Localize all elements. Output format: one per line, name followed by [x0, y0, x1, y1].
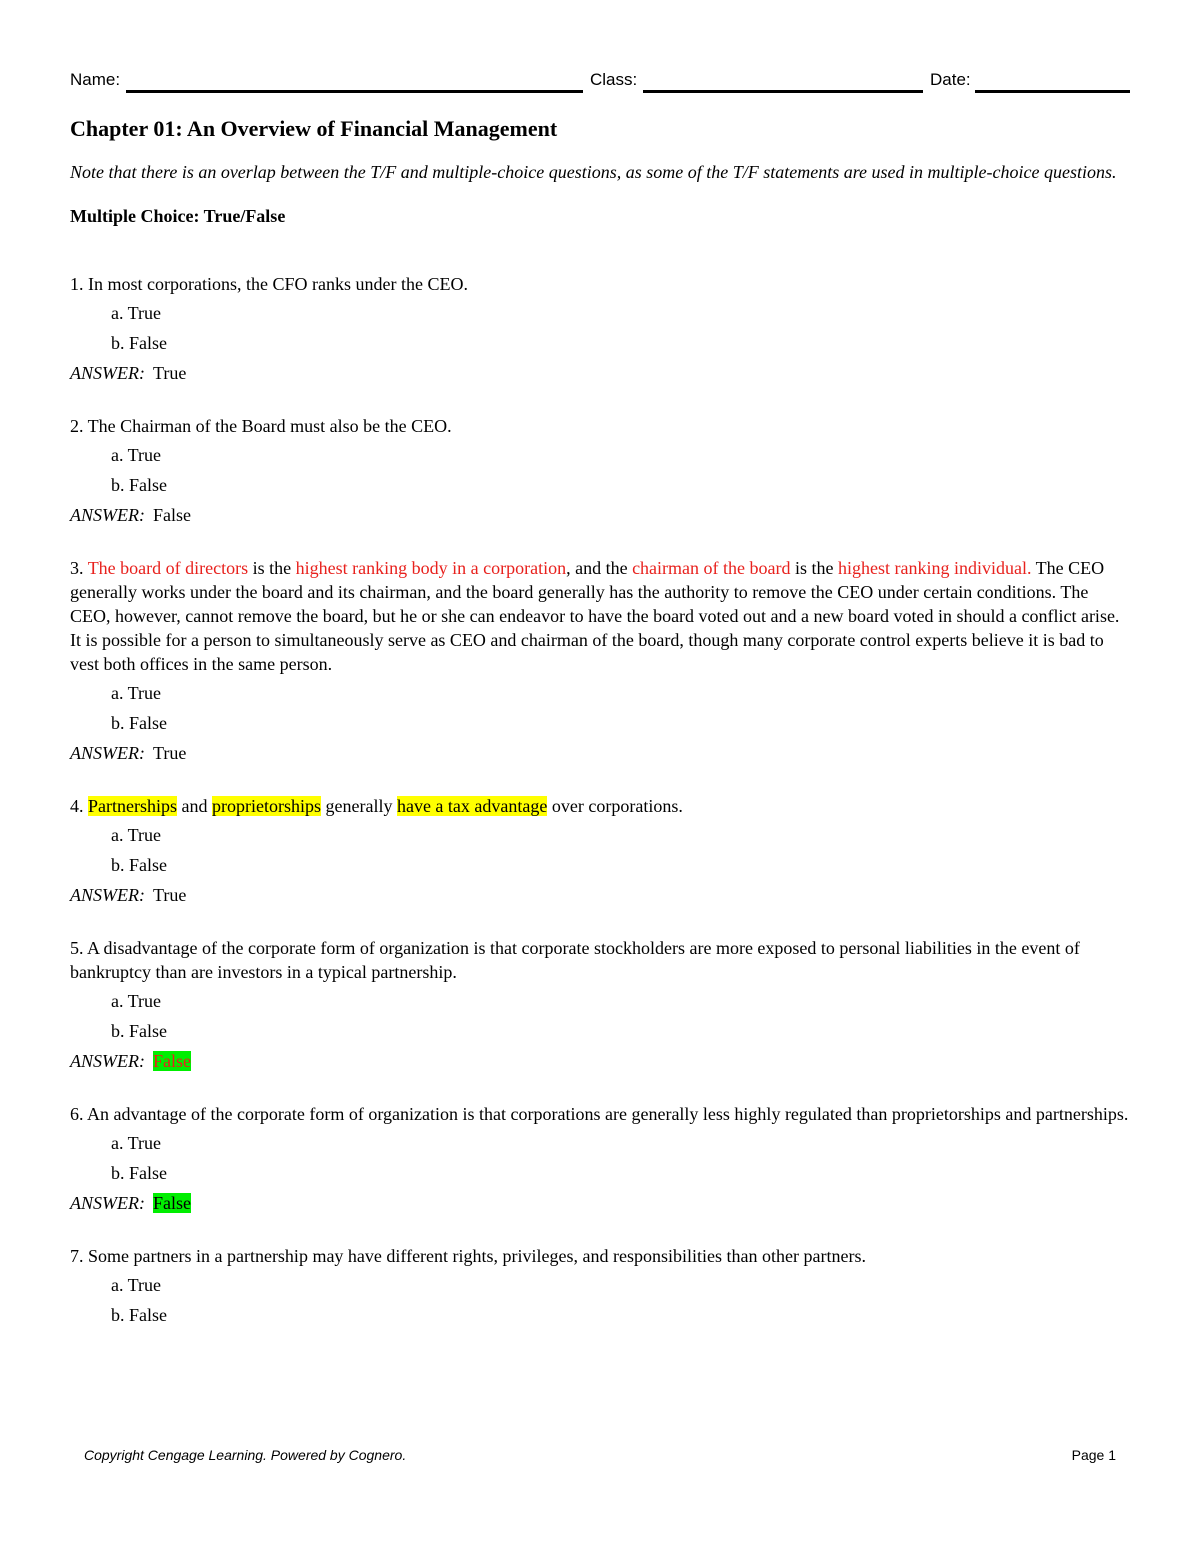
- red-phrase: The board of directors: [87, 558, 249, 578]
- question-stem: [70, 794, 1132, 818]
- question-stem: 6. An advantage of the corporate form of organization is that corporations are generally less highly regulated than proprietorships and partnerships.: [70, 1104, 1129, 1124]
- option-a: a. True: [111, 825, 162, 845]
- stem-text: , and the: [566, 558, 633, 578]
- option-b: b. False: [111, 1163, 167, 1183]
- answer-value-highlighted: False: [152, 1051, 191, 1071]
- stem-text: is the: [248, 558, 296, 578]
- answer-value: True: [152, 743, 187, 763]
- option-b: b. False: [111, 1021, 167, 1041]
- stem-text: is the: [790, 558, 838, 578]
- option-a: a. True: [111, 1275, 162, 1295]
- answer-value: False: [152, 505, 191, 525]
- red-phrase: highest ranking body in a corporation: [295, 558, 567, 578]
- chapter-title: Chapter 01: An Overview of Financial Management: [70, 116, 558, 141]
- answer-label: ANSWER:: [70, 363, 145, 383]
- answer-label: ANSWER:: [70, 743, 145, 763]
- answer-line: [70, 883, 1132, 907]
- stem-text: generally: [320, 796, 397, 816]
- question-number: 3.: [70, 558, 88, 578]
- answer-line: [70, 1191, 1132, 1215]
- answer-value-highlighted: False: [152, 1193, 191, 1213]
- question-stem: [70, 556, 1132, 676]
- option-a: a. True: [111, 991, 162, 1011]
- option-a: a. True: [111, 303, 162, 323]
- question-7: [70, 1244, 1132, 1327]
- class-field-line: [643, 90, 923, 93]
- answer-value: True: [152, 885, 187, 905]
- answer-line: [70, 741, 1132, 765]
- date-field-line: [975, 90, 1130, 93]
- class-label: Class:: [590, 70, 638, 89]
- highlighted-phrase: Partnerships: [88, 796, 177, 816]
- question-stem: 2. The Chairman of the Board must also be the CEO.: [70, 416, 452, 436]
- answer-value: True: [152, 363, 187, 383]
- stem-text: and: [177, 796, 212, 816]
- question-stem: 5. A disadvantage of the corporate form of organization is that corporate stockholders are more exposed to personal liabilities in the event of bankruptcy than are investors in a typical partnership.: [70, 938, 1080, 982]
- red-phrase: chairman of the board: [632, 558, 791, 578]
- answer-line: [70, 503, 1132, 527]
- date-label: Date:: [930, 70, 971, 89]
- highlighted-phrase: proprietorships: [212, 796, 321, 816]
- overlap-note: Note that there is an overlap between the T/F and multiple-choice questions, as some of the T/F statements are used in multiple-choice questions.: [70, 162, 1117, 182]
- option-b: b. False: [111, 855, 167, 875]
- answer-label: ANSWER:: [70, 1051, 145, 1071]
- stem-text: over corporations.: [547, 796, 683, 816]
- page-number: Page 1: [1071, 1447, 1116, 1463]
- highlighted-phrase: have a tax advantage: [396, 796, 548, 816]
- name-label: Name:: [70, 70, 121, 89]
- option-a: a. True: [111, 1133, 162, 1153]
- question-3: [70, 556, 1132, 765]
- question-2: [70, 414, 1132, 527]
- red-phrase: highest ranking individual.: [838, 558, 1032, 578]
- question-stem: 1. In most corporations, the CFO ranks under the CEO.: [70, 274, 468, 294]
- stem-text: The CEO generally works under the board and its chairman, and the board generally has the authority to remove the CEO under certain conditions. The CEO, however, cannot remove the board, but he or she can endeavor to have the board voted out and a new board voted in should a conflict arise. It is possible for a person to simultaneously serve as CEO and chairman of the board, though many corporate control experts believe it is bad to vest both offices in the same person.: [70, 558, 1120, 674]
- question-4: [70, 794, 1132, 907]
- answer-label: ANSWER:: [70, 885, 145, 905]
- option-a: a. True: [111, 445, 162, 465]
- question-number: 4.: [70, 796, 88, 816]
- worksheet-header: [70, 70, 1130, 96]
- answer-label: ANSWER:: [70, 1193, 145, 1213]
- option-b: b. False: [111, 1305, 167, 1325]
- option-a: a. True: [111, 683, 162, 703]
- answer-line: [70, 1049, 1132, 1073]
- question-stem: 7. Some partners in a partnership may have different rights, privileges, and responsibilities than other partners.: [70, 1246, 866, 1266]
- option-b: b. False: [111, 333, 167, 353]
- option-b: b. False: [111, 475, 167, 495]
- option-b: b. False: [111, 713, 167, 733]
- document-body: [70, 114, 1132, 1356]
- copyright-text: Copyright Cengage Learning. Powered by Cognero.: [84, 1447, 407, 1463]
- answer-line: [70, 361, 1132, 385]
- answer-label: ANSWER:: [70, 505, 145, 525]
- name-field-line: [126, 90, 583, 93]
- section-heading: Multiple Choice: True/False: [70, 206, 286, 226]
- question-1: [70, 272, 1132, 385]
- question-6: [70, 1102, 1132, 1215]
- question-5: [70, 936, 1132, 1073]
